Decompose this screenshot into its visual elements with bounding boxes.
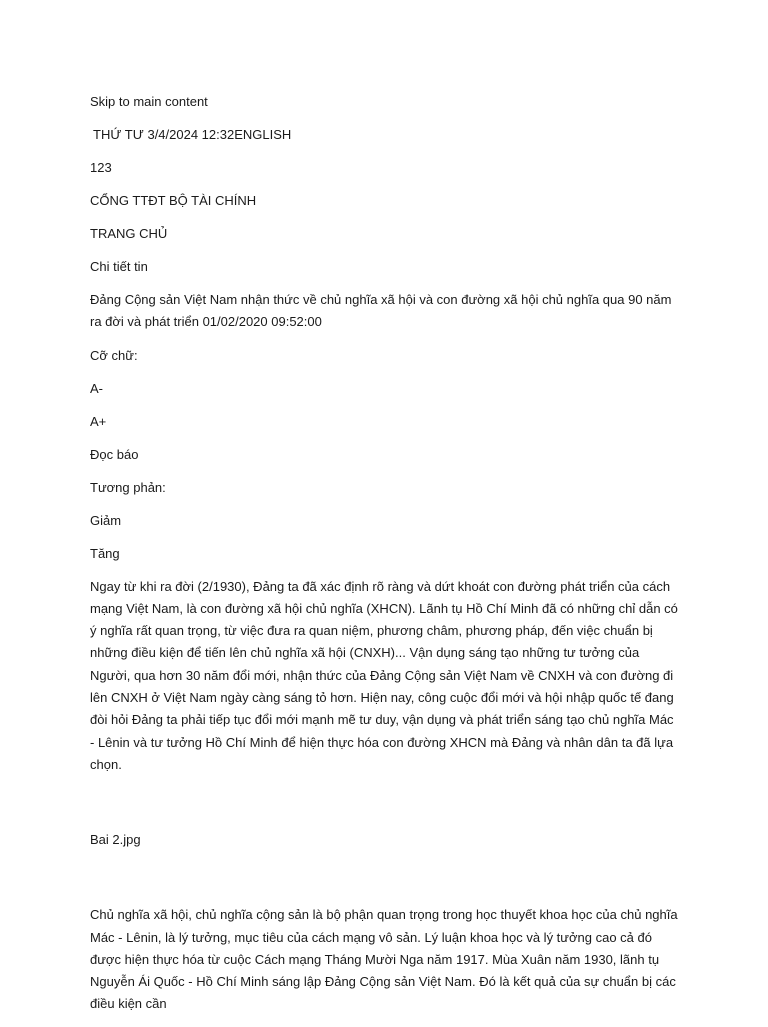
skip-link-text[interactable]: Skip to main content (90, 94, 208, 109)
read-aloud-button[interactable]: Đọc báo (90, 446, 139, 462)
nav-home-link[interactable] (90, 223, 690, 245)
article-paragraph-2: Chủ nghĩa xã hội, chủ nghĩa cộng sản là bộ phận quan trọng trong học thuyết khoa học của chủ nghĩa Mác - Lênin, là lý tưởng, mục tiêu của cách mạng vô sản. Lý luận khoa học và lý tưởng cao cả đó được hiện thực hóa từ cuộc Cách mạng Tháng Mười Nga năm 1917. Mùa Xuân năm 1930, lãnh tụ Nguyễn Ái Quốc - Hồ Chí Minh sáng lập Đảng Cộng sản Việt Nam. Đó là kết quả của sự chuẩn bị các điều kiện cần (90, 907, 678, 1012)
date-language-line: THỨ TƯ 3/4/2024 12:32ENGLISH (93, 127, 292, 142)
font-decrease-button[interactable]: A- (90, 380, 103, 396)
article-title: Đảng Cộng sản Việt Nam nhận thức về chủ nghĩa xã hội và con đường xã hội chủ nghĩa qua 90 năm ra đời và phát triển 01/02/2020 09:52:00 (90, 292, 672, 330)
spacer (90, 787, 690, 829)
spacer (90, 862, 690, 904)
contrast-increase-button[interactable]: Tăng (90, 545, 120, 561)
font-increase-button[interactable]: A+ (90, 413, 107, 429)
nav-home-text[interactable]: TRANG CHỦ (90, 226, 168, 241)
contrast-label: Tương phản: (90, 479, 166, 495)
breadcrumb: Chi tiết tin (90, 259, 148, 274)
skip-to-main-link[interactable] (90, 91, 690, 113)
number-label: 123 (90, 160, 112, 175)
article-paragraph-1: Ngay từ khi ra đời (2/1930), Đảng ta đã xác định rõ ràng và dứt khoát con đường phát triển của cách mạng Việt Nam, là con đường xã hội chủ nghĩa (XHCN). Lãnh tụ Hồ Chí Minh đã có những chỉ dẫn có ý nghĩa rất quan trọng, từ việc đưa ra quan niệm, phương châm, phương pháp, đến việc chuẩn bị những điều kiện để tiến lên chủ nghĩa xã hội (CNXH)... Vận dụng sáng tạo những tư tưởng của Người, qua hơn 30 năm đổi mới, nhận thức của Đảng Cộng sản Việt Nam về CNXH và con đường đi lên CNXH ở Việt Nam ngày càng sáng tỏ hơn. Hiện nay, công cuộc đổi mới và hội nhập quốc tế đang đòi hỏi Đảng ta phải tiếp tục đổi mới mạnh mẽ tư duy, vận dụng và phát triển sáng tạo chủ nghĩa Mác - Lênin và tư tưởng Hồ Chí Minh để hiện thực hóa con đường XHCN mà Đảng và nhân dân ta đã lựa chọn. (90, 578, 678, 772)
portal-name: CỔNG TTĐT BỘ TÀI CHÍNH (90, 193, 257, 208)
document-page (90, 91, 690, 1027)
font-size-label: Cỡ chữ: (90, 347, 138, 363)
contrast-decrease-button[interactable]: Giảm (90, 512, 122, 528)
image-caption: Bai 2.jpg (90, 832, 141, 848)
